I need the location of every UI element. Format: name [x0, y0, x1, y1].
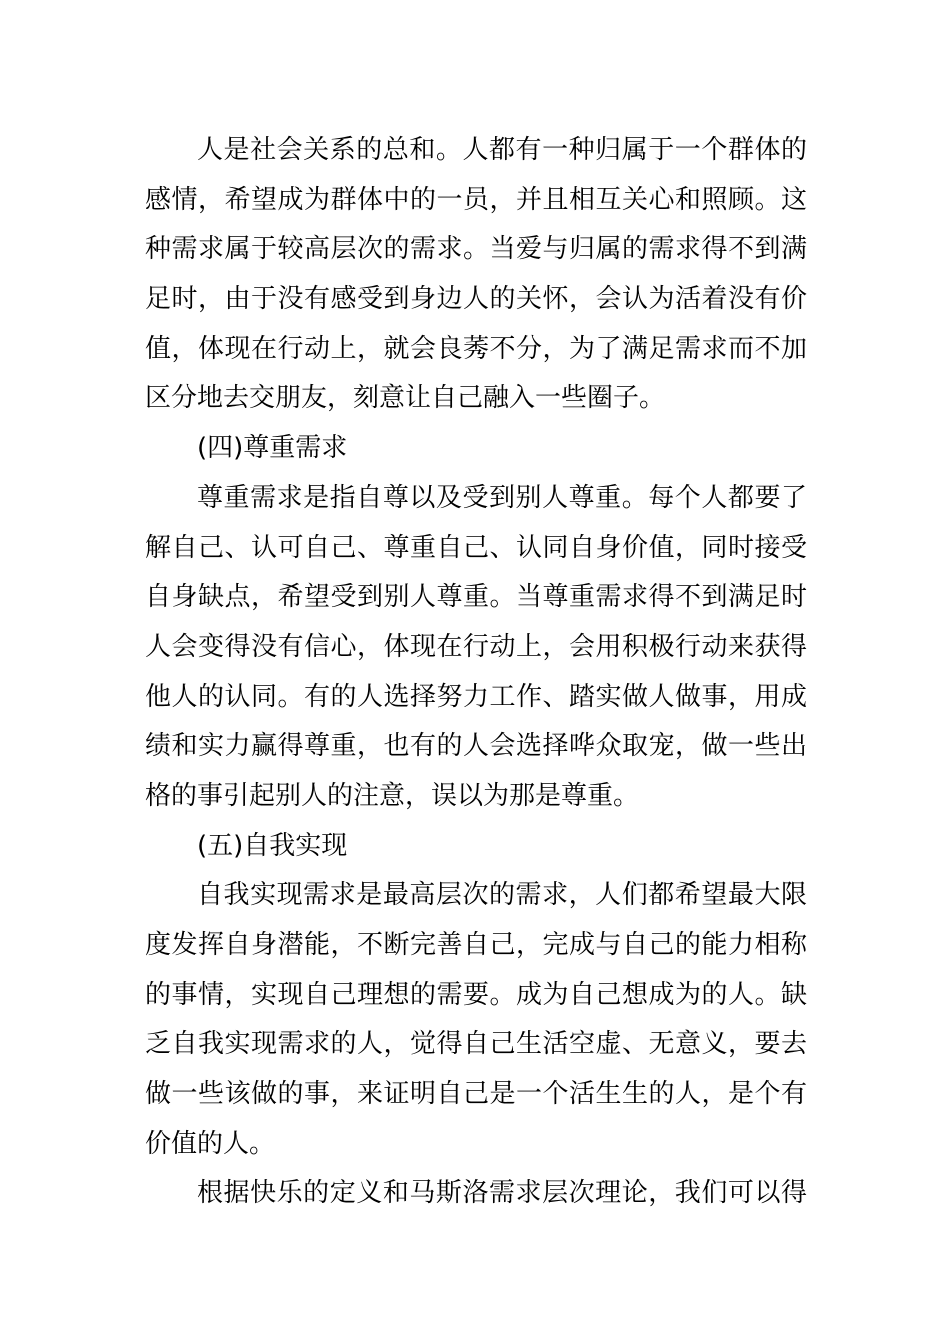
text-line: 自我实现需求是最高层次的需求，人们都希望最大限	[197, 880, 807, 911]
document-body	[145, 126, 807, 1219]
text-line: 格的事引起别人的注意，误以为那是尊重。	[145, 780, 640, 811]
paragraph-esteem	[145, 474, 807, 822]
section-heading-esteem	[145, 424, 807, 474]
text-line: 根据快乐的定义和马斯洛需求层次理论，我们可以得	[197, 1178, 807, 1209]
text-line: 尊重需求是指自尊以及受到别人尊重。每个人都要了	[197, 482, 807, 513]
text-line: 区分地去交朋友，刻意让自己融入一些圈子。	[145, 383, 666, 414]
text-line: 乏自我实现需求的人，觉得自己生活空虚、无意义，要去	[145, 1029, 807, 1060]
section-heading-self-actualization	[145, 822, 807, 872]
text-line: 度发挥自身潜能，不断完善自己，完成与自己的能力相称	[145, 930, 807, 960]
text-line: 人是社会关系的总和。人都有一种归属于一个群体的	[197, 135, 807, 165]
text-line: 价值的人。	[145, 1128, 276, 1159]
text-line: 他人的认同。有的人选择努力工作、踏实做人做事，用成	[145, 681, 807, 712]
text-line: 感情，希望成为群体中的一员，并且相互关心和照顾。这	[145, 184, 807, 215]
text-line: 人会变得没有信心，体现在行动上，会用积极行动来获得	[145, 631, 807, 662]
text-line: 值，体现在行动上，就会良莠不分，为了满足需求而不加	[145, 333, 807, 364]
text-line: 足时，由于没有感受到身边人的关怀，会认为活着没有价	[145, 284, 807, 315]
paragraph-belonging	[145, 126, 807, 424]
paragraph-conclusion	[145, 1169, 807, 1219]
paragraph-self-actualization	[145, 871, 807, 1169]
text-line: 的事情，实现自己理想的需要。成为自己想成为的人。缺	[145, 979, 807, 1010]
heading-line: (五)自我实现	[197, 830, 348, 861]
text-line: 做一些该做的事，来证明自己是一个活生生的人，是个有	[145, 1079, 807, 1110]
text-line: 种需求属于较高层次的需求。当爱与归属的需求得不到满	[145, 234, 807, 265]
heading-line: (四)尊重需求	[197, 433, 348, 464]
text-line: 绩和实力赢得尊重，也有的人会选择哗众取宠，做一些出	[145, 731, 807, 762]
text-line: 解自己、认可自己、尊重自己、认同自身价值，同时接受	[145, 532, 807, 563]
text-line: 自身缺点，希望受到别人尊重。当尊重需求得不到满足时	[145, 582, 807, 613]
